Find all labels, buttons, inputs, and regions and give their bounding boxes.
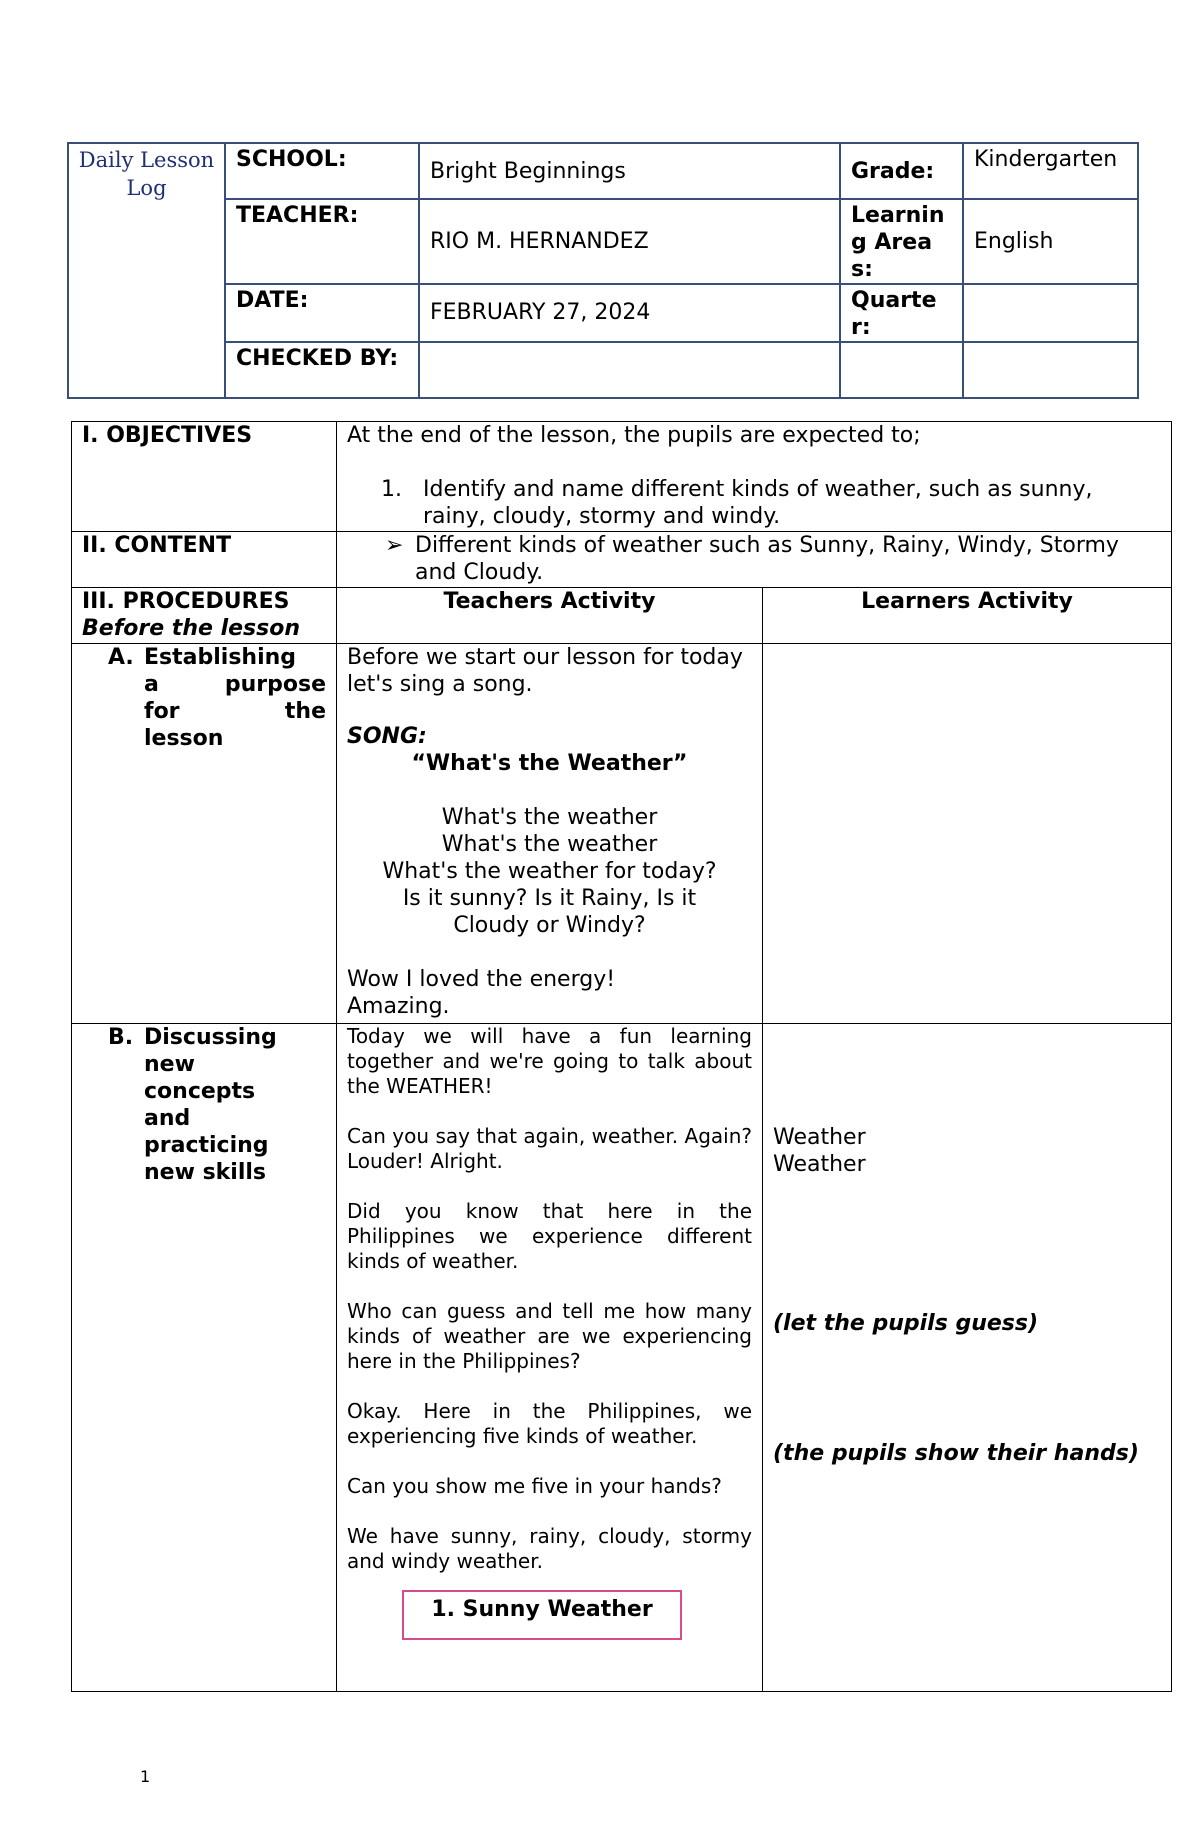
teacher-label: TEACHER:: [225, 199, 419, 284]
section-a-label-line: lesson: [144, 726, 224, 751]
learner-response: Weather: [773, 1152, 866, 1177]
date-value: FEBRUARY 27, 2024: [419, 284, 840, 342]
daily-lesson-log-title: Daily Lesson Log: [68, 143, 225, 398]
grade-label: Grade:: [840, 143, 963, 199]
objectives-intro: At the end of the lesson, the pupils are expected to;: [347, 423, 921, 448]
closing-line: Amazing.: [347, 994, 450, 1019]
learning-areas-label: Learning Areas:: [840, 199, 963, 284]
checked-by-label: CHECKED BY:: [225, 342, 419, 398]
grade-value: Kindergarten: [963, 143, 1138, 199]
section-b-label: [72, 1024, 337, 1692]
teacher-paragraph: Today we will have a fun learning together and we're going to talk about the WEATHER!: [347, 1024, 752, 1098]
objectives-list: [347, 476, 1161, 530]
section-b-label-text: Discussing new concepts and practicing new skills: [144, 1025, 277, 1185]
section-b-learner-activity: [763, 1024, 1172, 1692]
procedures-row: [72, 588, 1172, 644]
section-b-row: [72, 1024, 1172, 1692]
song-lyric-line: What's the weather: [441, 832, 658, 857]
learners-activity-header: Learners Activity: [763, 588, 1172, 644]
teachers-activity-header: Teachers Activity: [337, 588, 763, 644]
song-lyric-line: Cloudy or Windy?: [453, 913, 646, 938]
section-b-number: B.: [108, 1025, 134, 1050]
school-label: SCHOOL:: [225, 143, 419, 199]
objectives-cell: [337, 422, 1172, 532]
page-number: 1: [140, 1767, 151, 1786]
content-label: II. CONTENT: [72, 532, 337, 588]
objectives-label: I. OBJECTIVES: [72, 422, 337, 532]
teacher-paragraph: We have sunny, rainy, cloudy, stormy and windy weather.: [347, 1524, 752, 1573]
quarter-value: [963, 284, 1138, 342]
sunny-weather-box: 1. Sunny Weather: [402, 1590, 682, 1640]
learner-response: (let the pupils guess): [773, 1311, 1039, 1336]
section-a-label-line: a purpose: [144, 672, 326, 697]
procedures-label-cell: [72, 588, 337, 644]
learner-response: Weather: [773, 1125, 866, 1150]
song-lyric-line: Is it sunny? Is it Rainy, Is it: [402, 886, 697, 911]
objectives-row: [72, 422, 1172, 532]
teacher-paragraph: Okay. Here in the Philippines, we experiencing five kinds of weather.: [347, 1399, 752, 1448]
content-text: Different kinds of weather such as Sunny, Rainy, Windy, Stormy and Cloudy.: [415, 533, 1119, 585]
teacher-paragraph: Can you show me five in your hands?: [347, 1474, 722, 1498]
closing-line: Wow I loved the energy!: [347, 967, 616, 992]
song-title: “What's the Weather”: [411, 751, 688, 776]
song-label: SONG:: [347, 724, 427, 749]
section-b-teacher-activity: [337, 1024, 763, 1692]
section-a-teacher-activity: [337, 644, 763, 1024]
song-lyric-line: What's the weather for today?: [382, 859, 717, 884]
section-a-row: [72, 644, 1172, 1024]
date-label: DATE:: [225, 284, 419, 342]
teacher-paragraph: Can you say that again, weather. Again? Louder! Alright.: [347, 1124, 752, 1173]
section-a-label-line: for the: [144, 699, 326, 724]
school-value: Bright Beginnings: [419, 143, 840, 199]
learning-areas-value: English: [963, 199, 1138, 284]
lesson-table: [71, 421, 1172, 1692]
section-a-number: A.: [108, 645, 134, 670]
procedures-sublabel: Before the lesson: [82, 616, 300, 641]
arrow-bullet-icon: ➢: [385, 533, 404, 558]
procedures-label: III. PROCEDURES: [82, 589, 290, 614]
teacher-paragraph: Did you know that here in the Philippines we experience different kinds of weather.: [347, 1199, 752, 1273]
checked-by-extra-1: [840, 342, 963, 398]
objective-number: 1.: [381, 477, 402, 502]
objective-text: Identify and name different kinds of weather, such as sunny, rainy, cloudy, stormy and windy.: [423, 477, 1093, 529]
quarter-label: Quarter:: [840, 284, 963, 342]
header-table: [67, 142, 1139, 399]
learner-response: (the pupils show their hands): [773, 1441, 1139, 1466]
song-intro: Before we start our lesson for today let's sing a song.: [347, 645, 743, 697]
section-a-learner-activity: [763, 644, 1172, 1024]
section-a-label: [72, 644, 337, 1024]
content-row: [72, 532, 1172, 588]
checked-by-extra-2: [963, 342, 1138, 398]
teacher-value: RIO M. HERNANDEZ: [419, 199, 840, 284]
content-cell: [337, 532, 1172, 588]
objective-item: [347, 476, 1161, 530]
section-a-label-line: Establishing: [144, 645, 297, 670]
teacher-paragraph: Who can guess and tell me how many kinds of weather are we experiencing here in the Philippines?: [347, 1299, 752, 1373]
song-lyric-line: What's the weather: [441, 805, 658, 830]
checked-by-value: [419, 342, 840, 398]
